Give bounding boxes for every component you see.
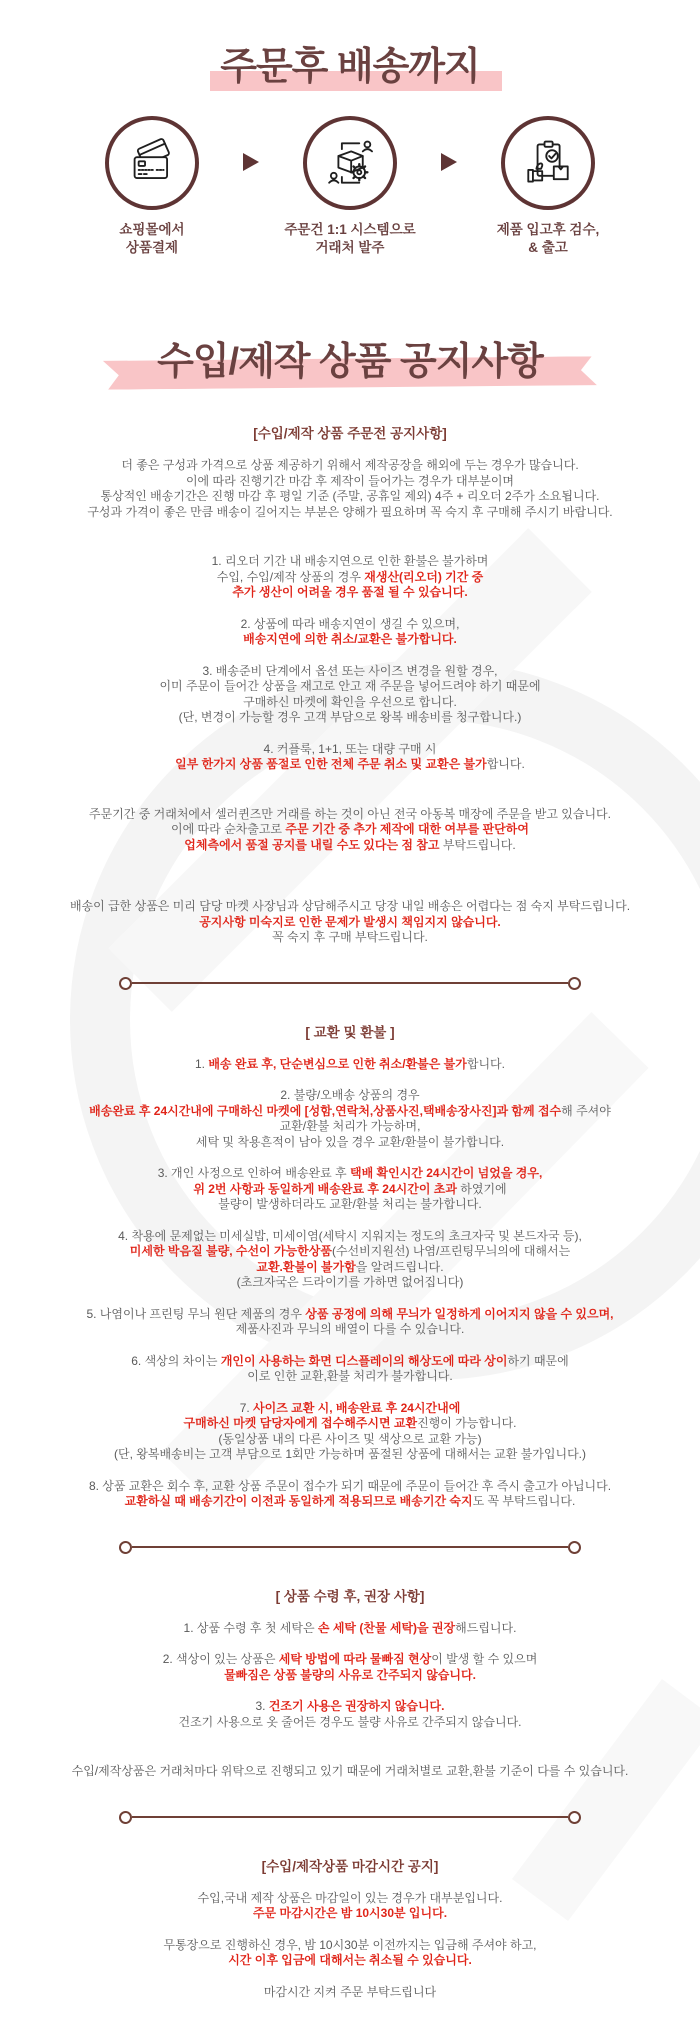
text-line [0, 474, 700, 490]
section-header: [ 교환 및 환불 ] [305, 1024, 395, 1040]
body-text: (단, 왕복배송비는 고객 부담으로 1회만 가능하며 품절된 상품에 대해서는 교환 불가입니다.) [114, 1447, 586, 1461]
divider-endpoint-dot [568, 1541, 581, 1554]
body-text: 5. 나염이나 프린팅 무늬 원단 제품의 경우 [86, 1306, 306, 1321]
text-block [0, 742, 700, 773]
text-block [0, 554, 700, 601]
divider-endpoint-dot [568, 1811, 581, 1824]
body-text: 합니다. [466, 1056, 505, 1071]
body-text: 마감시간 지켜 주문 부탁드립니다 [263, 1984, 437, 1999]
text-line [0, 695, 700, 711]
text-line [0, 1135, 700, 1151]
emphasis-text: 물빠짐은 상품 불량의 사유로 간주되지 않습니다. [224, 1667, 476, 1682]
text-block [0, 1938, 700, 1969]
divider-endpoint-dot [119, 1811, 132, 1824]
body-text: 4. 착용에 문제없는 미세실밥, 미세이염(세탁시 지워지는 정도의 초크자국 및 본드자국 등), [118, 1228, 582, 1243]
divider-endpoint-dot [119, 1541, 132, 1554]
body-text: 하였기에 [460, 1181, 507, 1196]
section-header: [수입/제작 상품 주문전 공지사항] [253, 426, 447, 441]
body-text: 통상적인 배송기간은 진행 마감 후 평일 기준 (주말, 공휴일 제외) 4주 + 리오더 2주가 소요됩니다. [100, 489, 600, 503]
text-line [0, 838, 700, 854]
body-text: 꼭 숙지 후 구매 부탁드립니다. [272, 930, 428, 944]
body-text: 8. 상품 교환은 회수 후, 교환 상품 주문이 접수가 되기 때문에 주문이 들어간 후 즉시 출고가 아닙니다. [88, 1478, 612, 1493]
text-block [0, 1088, 700, 1150]
text-line [0, 1891, 700, 1907]
body-text: 불량이 발생하더라도 교환/환불 처리는 불가합니다. [218, 1197, 482, 1211]
text-block [0, 1652, 700, 1683]
emphasis-text: 배송 완료 후, 단순변심으로 인한 취소/환불은 불가 [208, 1056, 467, 1071]
text-block [0, 664, 700, 726]
text-block [0, 1229, 700, 1291]
body-text: 더 좋은 구성과 가격으로 상품 제공하기 위해서 제작공장을 해외에 두는 경우가 많습니다. [121, 458, 579, 472]
body-text: 7. [239, 1400, 254, 1415]
text-line [0, 1699, 700, 1715]
text-block [0, 807, 700, 854]
text-line [0, 1906, 700, 1922]
step-label [459, 221, 637, 257]
text-block [0, 1621, 700, 1637]
inspection-shipping-icon [501, 116, 595, 210]
text-line [0, 1494, 700, 1510]
text-block [0, 617, 700, 648]
body-text: 3. [255, 1699, 269, 1713]
text-line [0, 1354, 700, 1370]
text-line [0, 489, 700, 505]
notice-section [0, 1588, 700, 1780]
text-line [0, 757, 700, 773]
emphasis-text: 교환하실 때 배송기간이 이전과 동일하게 적용되므로 배송기간 숙지 [124, 1494, 473, 1508]
notice-section [0, 425, 700, 946]
text-line [0, 915, 700, 931]
text-line [0, 1938, 700, 1954]
text-line [0, 1668, 700, 1684]
body-text: 4. 커플룩, 1+1, 또는 대량 구매 시 [263, 741, 437, 756]
text-line [0, 1369, 700, 1385]
text-line [0, 570, 700, 586]
text-line [0, 505, 700, 521]
step-inspection [459, 116, 637, 257]
body-text: 이에 따라 순차출고로 [171, 822, 286, 836]
step-label-line: 상품결제 [125, 240, 179, 255]
text-block [0, 458, 700, 520]
text-line [0, 807, 700, 823]
body-text: 3. 배송준비 단계에서 옵션 또는 사이즈 변경을 원할 경우, [202, 663, 498, 678]
text-line [0, 617, 700, 633]
body-text: 부탁드립니다. [442, 837, 516, 852]
text-line [0, 742, 700, 758]
emphasis-text: 업체측에서 품절 공지를 내릴 수도 있다는 점 참고 [184, 837, 443, 852]
section-main-title-text: 수입/제작 상품 공지사항 [157, 341, 543, 383]
body-text: 1. 리오더 기간 내 배송지연으로 인한 환불은 불가하며 [211, 554, 489, 568]
body-text: (동일상품 내의 다른 사이즈 및 색상으로 교환 가능) [218, 1431, 482, 1446]
text-line [0, 1057, 700, 1073]
body-text: 해드립니다. [455, 1620, 517, 1635]
body-text: 진행이 가능합니다. [417, 1416, 517, 1430]
text-line [0, 1401, 700, 1417]
emphasis-text: 개인이 사용하는 화면 디스플레이의 해상도에 따라 상이 [220, 1353, 508, 1368]
body-text: (수선비지원선) 나염/프린팅무늬의에 대해서는 [331, 1244, 571, 1258]
text-block [0, 1354, 700, 1385]
body-text: 제품사진과 무늬의 배열이 다를 수 있습니다. [235, 1322, 465, 1336]
text-line [0, 632, 700, 648]
body-text: 이미 주문이 들어간 상품을 재고로 안고 재 주문을 넣어드려야 하기 때문에 [159, 679, 541, 693]
text-block [0, 1401, 700, 1463]
body-text: 주문기간 중 거래처에서 셀러퀸즈만 거래를 하는 것이 아닌 전국 아동복 매장에 주문을 받고 있습니다. [89, 806, 611, 821]
body-text: 구성과 가격이 좋은 만큼 배송이 길어지는 부분은 양해가 필요하며 꼭 숙지 후 구매해 주시기 바랍니다. [87, 504, 613, 519]
body-text: 해 주셔야 [561, 1103, 611, 1118]
body-text: 6. 색상의 차이는 [131, 1353, 221, 1368]
text-line [0, 930, 700, 946]
emphasis-text: 미세한 박음질 불량, 수선이 가능한상품 [129, 1244, 332, 1258]
emphasis-text: 배송지연에 의한 취소/교환은 불가합니다. [243, 632, 457, 646]
step-label [261, 221, 439, 257]
divider-line [132, 982, 568, 984]
body-text: 수입/제작상품은 거래처마다 위탁으로 진행되고 있기 때문에 거래처별로 교환,환불 기준이 다를 수 있습니다. [71, 1764, 629, 1778]
step-label-line: 거래처 발주 [315, 240, 385, 255]
text-line [0, 1088, 700, 1104]
body-text: 수입, 수입/제작 상품의 경우 [216, 569, 365, 584]
step-order-system [261, 116, 439, 257]
text-block [0, 1985, 700, 2001]
notice-section [0, 1858, 700, 2001]
text-line [0, 664, 700, 680]
section-header: [ 상품 수령 후, 권장 사항] [275, 1588, 425, 1604]
body-text: (초크자국은 드라이기를 가하면 없어집니다) [236, 1275, 464, 1289]
text-block [0, 1891, 700, 1922]
text-line [0, 1197, 700, 1213]
emphasis-text: 재생산(리오더) 기간 중 [364, 569, 484, 584]
text-line [0, 1953, 700, 1969]
emphasis-text: 주문 기간 중 추가 제작에 대한 여부를 판단하여 [285, 822, 529, 836]
text-line [0, 1166, 700, 1182]
body-text: 2. 상품에 따라 배송지연이 생길 수 있으며, [240, 616, 460, 631]
emphasis-text: 건조기 사용은 권장하지 않습니다. [268, 1699, 445, 1713]
emphasis-text: 추가 생산이 어려울 경우 품절 될 수 있습니다. [232, 585, 468, 599]
emphasis-text: 택배 확인시간 24시간이 넘었을 경우, [350, 1166, 543, 1180]
body-text: 이 발생 할 수 있으며 [431, 1652, 538, 1666]
step-label [63, 221, 241, 257]
body-text: 2. 색상이 있는 상품은 [162, 1652, 279, 1666]
divider-line [132, 1546, 568, 1548]
text-line [0, 458, 700, 474]
body-text: 무통장으로 진행하신 경우, 밤 10시30분 이전까지는 입금해 주셔야 하고, [163, 1937, 537, 1952]
text-line [0, 554, 700, 570]
text-block [0, 1166, 700, 1213]
text-line [0, 1621, 700, 1637]
divider-endpoint-dot [568, 977, 581, 990]
credit-card-payment-icon [105, 116, 199, 210]
text-line [0, 1244, 700, 1260]
text-line [0, 585, 700, 601]
step-label-line: 쇼핑몰에서 [119, 222, 185, 237]
page-title [218, 44, 482, 90]
text-line [0, 1119, 700, 1135]
text-line [0, 1104, 700, 1120]
emphasis-text: 상품 공정에 의해 무늬가 일정하게 이어지지 않을 수 있으며, [305, 1306, 614, 1321]
text-line [0, 1479, 700, 1495]
emphasis-text: 주문 마감시간은 밤 10시30분 입니다. [252, 1906, 448, 1920]
text-line [0, 710, 700, 726]
notice-sections [0, 425, 700, 2000]
text-line [0, 1715, 700, 1731]
text-line [0, 1764, 700, 1780]
divider-endpoint-dot [119, 977, 132, 990]
text-line [0, 1447, 700, 1463]
emphasis-text: 일부 한가지 상품 품절로 인한 전체 주문 취소 및 교환은 불가 [175, 757, 487, 771]
emphasis-text: 구매하신 마켓 담당자에게 접수해주시면 교환 [183, 1416, 418, 1430]
body-text: 구매하신 마켓에 확인을 우선으로 합니다. [243, 694, 457, 709]
text-line [0, 1275, 700, 1291]
body-text: 3. 개인 사정으로 인하여 배송완료 후 [157, 1166, 350, 1180]
text-line [0, 679, 700, 695]
text-line [0, 1322, 700, 1338]
body-text: (단, 변경이 가능할 경우 고객 부담으로 왕복 배송비를 청구합니다.) [178, 710, 522, 724]
section-header: [수입/제작상품 마감시간 공지] [261, 1858, 439, 1874]
text-block [0, 1699, 700, 1730]
text-block [0, 1479, 700, 1510]
emphasis-text: 위 2번 사항과 동일하게 배송완료 후 24시간이 초과 [193, 1181, 461, 1196]
divider-line [132, 1816, 568, 1818]
body-text: 1. 상품 수령 후 첫 세탁은 [183, 1620, 318, 1635]
text-line [0, 899, 700, 915]
text-block [0, 1307, 700, 1338]
text-line [0, 1416, 700, 1432]
text-line [0, 1307, 700, 1323]
body-text: 건조기 사용으로 옷 줄어든 경우도 불량 사유로 간주되지 않습니다. [178, 1714, 522, 1729]
emphasis-text: 배송완료 후 24시간내에 구매하신 마켓에 [성함,연락처,상품사진,택배송장사진]과 함께 접수 [89, 1103, 562, 1118]
text-block [0, 1764, 700, 1780]
body-text: 이에 따라 진행기간 마감 후 제작이 들어가는 경우가 대부분이며 [185, 473, 515, 488]
emphasis-text: 손 세탁 (찬물 세탁)을 권장 [317, 1620, 456, 1635]
body-text: 수입,국내 제작 상품은 마감일이 있는 경우가 대부분입니다. [197, 1890, 503, 1905]
body-text: 하기 때문에 [507, 1353, 569, 1368]
emphasis-text: 시간 이후 입금에 대해서는 취소될 수 있습니다. [228, 1953, 472, 1967]
text-block [0, 1057, 700, 1073]
step-label-line: 주문건 1:1 시스템으로 [284, 222, 416, 237]
body-text: 이로 인한 교환,환불 처리가 불가합니다. [247, 1369, 453, 1383]
body-text: 합니다. [486, 757, 525, 771]
text-block [0, 899, 700, 946]
section-divider [119, 1811, 581, 1824]
emphasis-text: 공지사항 미숙지로 인한 문제가 발생시 책임지지 않습니다. [199, 914, 501, 929]
body-text: 도 꼭 부탁드립니다. [472, 1494, 576, 1508]
step-payment [63, 116, 241, 257]
arrow-right-icon [439, 152, 459, 177]
body-text: 1. [195, 1056, 209, 1071]
step-label-line: 제품 입고후 검수, [496, 222, 600, 237]
order-flow-steps [0, 116, 700, 257]
body-text: 2. 불량/오배송 상품의 경우 [280, 1088, 420, 1102]
page-title-text: 주문후 배송까지 [220, 46, 480, 88]
notice-section [0, 1024, 700, 1510]
text-line [0, 1182, 700, 1198]
section-main-title [155, 339, 545, 385]
arrow-right-icon [241, 152, 261, 177]
emphasis-text: 사이즈 교환 시, 배송완료 후 24시간내에 [253, 1400, 461, 1415]
body-text: 을 알려드립니다. [355, 1259, 444, 1274]
section-divider [119, 1541, 581, 1554]
step-label-line: & 출고 [528, 240, 568, 255]
text-line [0, 1229, 700, 1245]
text-line [0, 1432, 700, 1448]
body-text: 교환/환불 처리가 가능하며, [279, 1119, 421, 1133]
body-text: 세탁 및 착용흔적이 남아 있을 경우 교환/환불이 불가합니다. [195, 1134, 505, 1149]
section-divider [119, 977, 581, 990]
text-line [0, 1652, 700, 1668]
body-text: 배송이 급한 상품은 미리 담당 마켓 사장님과 상담해주시고 당장 내일 배송은 어렵다는 점 숙지 부탁드립니다. [69, 899, 631, 913]
emphasis-text: 교환.환불이 불가함 [256, 1259, 356, 1274]
text-line [0, 822, 700, 838]
emphasis-text: 세탁 방법에 따라 물빠짐 현상 [278, 1652, 432, 1666]
order-system-icon [303, 116, 397, 210]
text-line [0, 1985, 700, 2001]
text-line [0, 1260, 700, 1276]
